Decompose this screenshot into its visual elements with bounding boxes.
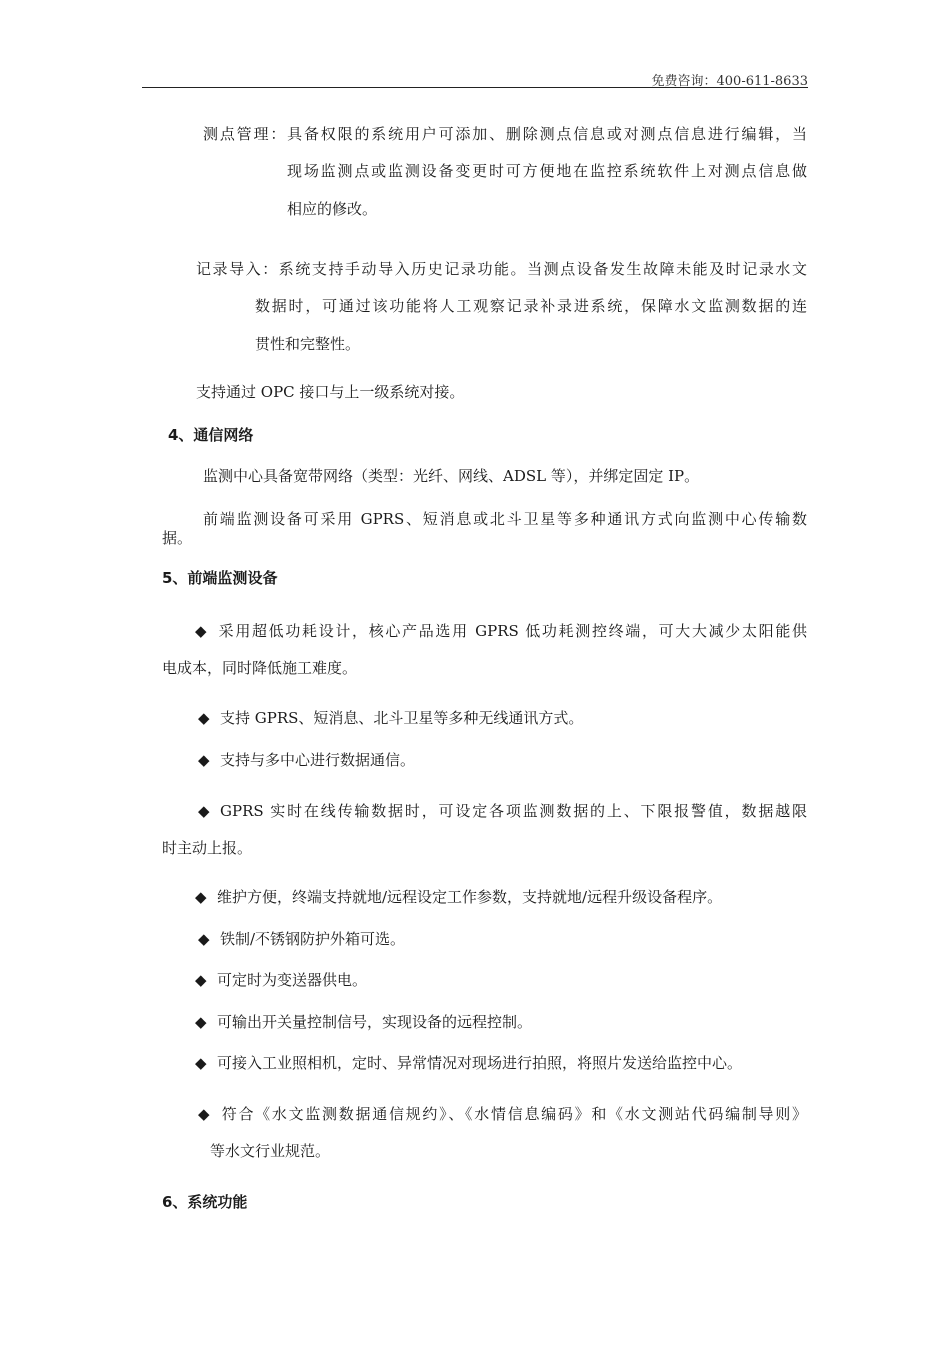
section-5-item-8: ◆ 可输出开关量控制信号，实现设备的远程控制。 [195,1013,533,1031]
header-consult-text: 免费咨询：400-611-8633 [651,74,808,89]
section-5-item-6: ◆ 铁制/不锈钢防护外箱可选。 [198,930,406,948]
bullet-diamond-icon: ◆ [195,888,207,906]
section-4-paragraph-1: 监测中心具备宽带网络（类型：光纤、网线、ADSL 等），并绑定固定 IP。 [203,467,700,485]
section-5-item-4-line-1: ◆ GPRS 实时在线传输数据时，可设定各项监测数据的上、下限报警值，数据越限 [198,802,807,820]
bullet-diamond-icon: ◆ [198,1105,210,1123]
section-5-item-5: ◆ 维护方便，终端支持就地/远程设定工作参数，支持就地/远程升级设备程序。 [195,888,723,906]
opc-text: 支持通过 OPC 接口与上一级系统对接。 [196,383,465,401]
point-mgmt-line-3: 相应的修改。 [287,200,378,218]
bullet-diamond-icon: ◆ [198,930,210,948]
point-mgmt-line-2: 现场监测点或监测设备变更时可方便地在监控系统软件上对测点信息做 [287,162,807,180]
bullet-diamond-icon: ◆ [195,1013,207,1031]
section-4-paragraph-2-line-2: 据。 [162,529,193,547]
section-5-item-2: ◆ 支持 GPRS、短消息、北斗卫星等多种无线通讯方式。 [198,709,584,727]
section-5-item-4-line-2: 时主动上报。 [162,839,253,857]
bullet-diamond-icon: ◆ [195,971,207,989]
header-rule [142,87,808,88]
record-import-line-1: 记录导入：系统支持手动导入历史记录功能。当测点设备发生故障未能及时记录水文 [196,260,807,278]
section-5-item-3: ◆ 支持与多中心进行数据通信。 [198,751,416,769]
section-5-item-9: ◆ 可接入工业照相机，定时、异常情况对现场进行拍照，将照片发送给监控中心。 [195,1054,743,1072]
bullet-diamond-icon: ◆ [198,709,210,727]
section-5-item-10-line-1: ◆ 符合《水文监测数据通信规约》、《水情信息编码》和《水文测站代码编制导则》 [198,1105,807,1123]
section-5-item-7: ◆ 可定时为变送器供电。 [195,971,368,989]
section-5-item-1-line-1: ◆ 采用超低功耗设计，核心产品选用 GPRS 低功耗测控终端，可大大减少太阳能供 [195,622,807,640]
record-import-line-3: 贯性和完整性。 [255,335,361,353]
section-5-item-1-line-2: 电成本，同时降低施工难度。 [162,659,358,677]
bullet-diamond-icon: ◆ [195,1054,207,1072]
point-mgmt-line-1: 测点管理：具备权限的系统用户可添加、删除测点信息或对测点信息进行编辑，当 [203,125,807,143]
section-4-title: 4、通信网络 [168,426,254,444]
section-4-paragraph-2-line-1: 前端监测设备可采用 GPRS、短消息或北斗卫星等多种通讯方式向监测中心传输数 [203,510,807,528]
bullet-diamond-icon: ◆ [198,802,210,820]
section-6-title: 6、系统功能 [162,1193,248,1211]
bullet-diamond-icon: ◆ [198,751,210,769]
bullet-diamond-icon: ◆ [195,622,207,640]
record-import-line-2: 数据时，可通过该功能将人工观察记录补录进系统，保障水文监测数据的连 [255,297,807,315]
section-5-title: 5、前端监测设备 [162,569,278,587]
section-5-item-10-line-2: 等水文行业规范。 [210,1142,331,1160]
